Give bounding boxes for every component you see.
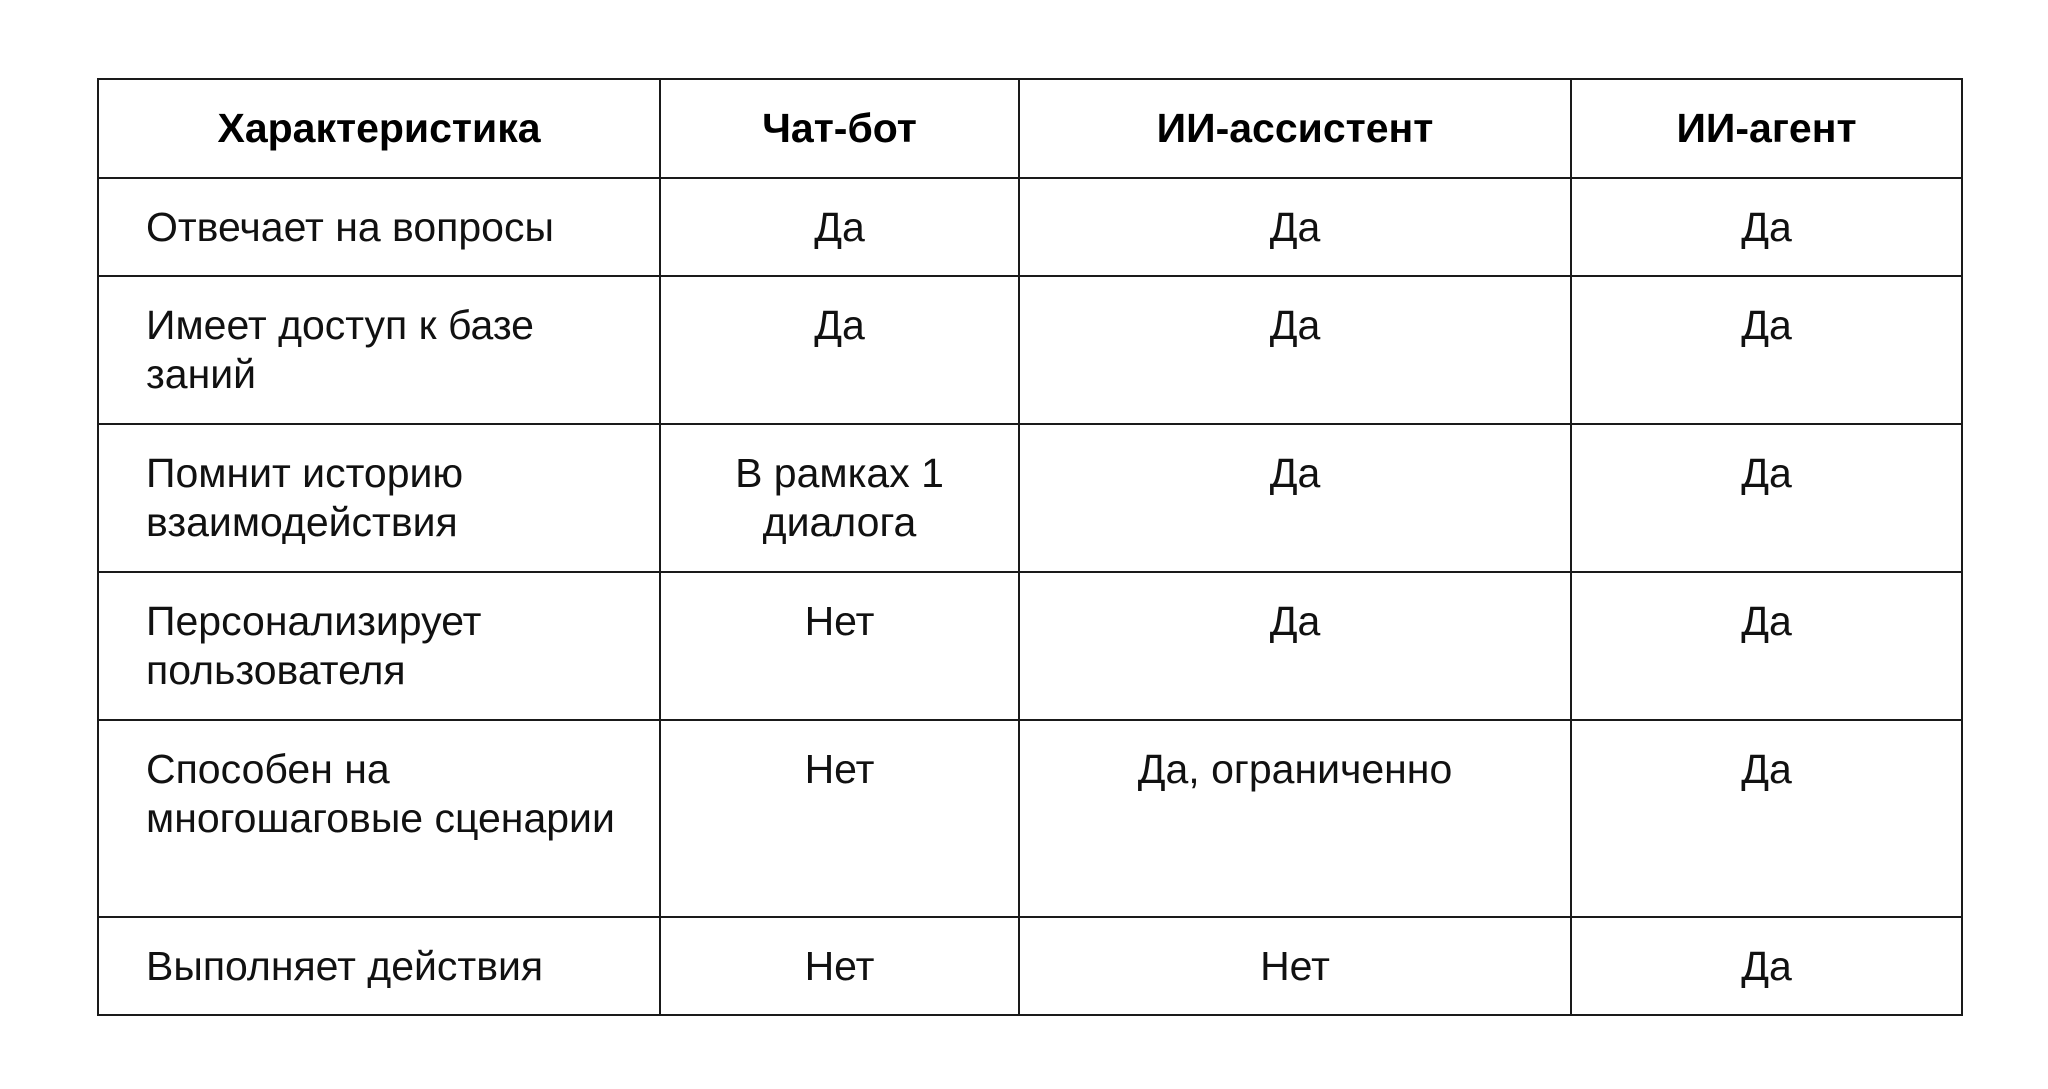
agent-cell: Да bbox=[1571, 276, 1962, 424]
feature-cell: Отвечает на вопросы bbox=[98, 178, 660, 276]
table-row bbox=[98, 720, 1962, 917]
table-row bbox=[98, 276, 1962, 424]
chatbot-cell: Нет bbox=[660, 917, 1019, 1015]
assistant-cell: Нет bbox=[1019, 917, 1571, 1015]
table-row bbox=[98, 572, 1962, 720]
assistant-cell: Да, ограниченно bbox=[1019, 720, 1571, 917]
agent-cell: Да bbox=[1571, 720, 1962, 917]
assistant-cell: Да bbox=[1019, 572, 1571, 720]
assistant-cell: Да bbox=[1019, 424, 1571, 572]
feature-cell: Персонализирует пользователя bbox=[98, 572, 660, 720]
table-row bbox=[98, 424, 1962, 572]
chatbot-cell: Да bbox=[660, 276, 1019, 424]
table-body bbox=[98, 178, 1962, 1015]
agent-cell: Да bbox=[1571, 424, 1962, 572]
chatbot-cell: Да bbox=[660, 178, 1019, 276]
feature-cell: Выполняет действия bbox=[98, 917, 660, 1015]
header-chatbot: Чат-бот bbox=[660, 79, 1019, 178]
assistant-cell: Да bbox=[1019, 276, 1571, 424]
agent-cell: Да bbox=[1571, 917, 1962, 1015]
header-row bbox=[98, 79, 1962, 178]
header-ai-agent: ИИ-агент bbox=[1571, 79, 1962, 178]
chatbot-cell: В рамках 1 диалога bbox=[660, 424, 1019, 572]
table-row bbox=[98, 178, 1962, 276]
assistant-cell: Да bbox=[1019, 178, 1571, 276]
agent-cell: Да bbox=[1571, 178, 1962, 276]
comparison-table bbox=[97, 78, 1963, 1016]
feature-cell: Помнит историю взаимодействия bbox=[98, 424, 660, 572]
agent-cell: Да bbox=[1571, 572, 1962, 720]
feature-cell: Имеет доступ к базе заний bbox=[98, 276, 660, 424]
chatbot-cell: Нет bbox=[660, 572, 1019, 720]
feature-cell: Способен на многошаговые сценарии bbox=[98, 720, 660, 917]
chatbot-cell: Нет bbox=[660, 720, 1019, 917]
header-characteristic: Характеристика bbox=[98, 79, 660, 178]
table-header bbox=[98, 79, 1962, 178]
table-row bbox=[98, 917, 1962, 1015]
header-ai-assistant: ИИ-ассистент bbox=[1019, 79, 1571, 178]
